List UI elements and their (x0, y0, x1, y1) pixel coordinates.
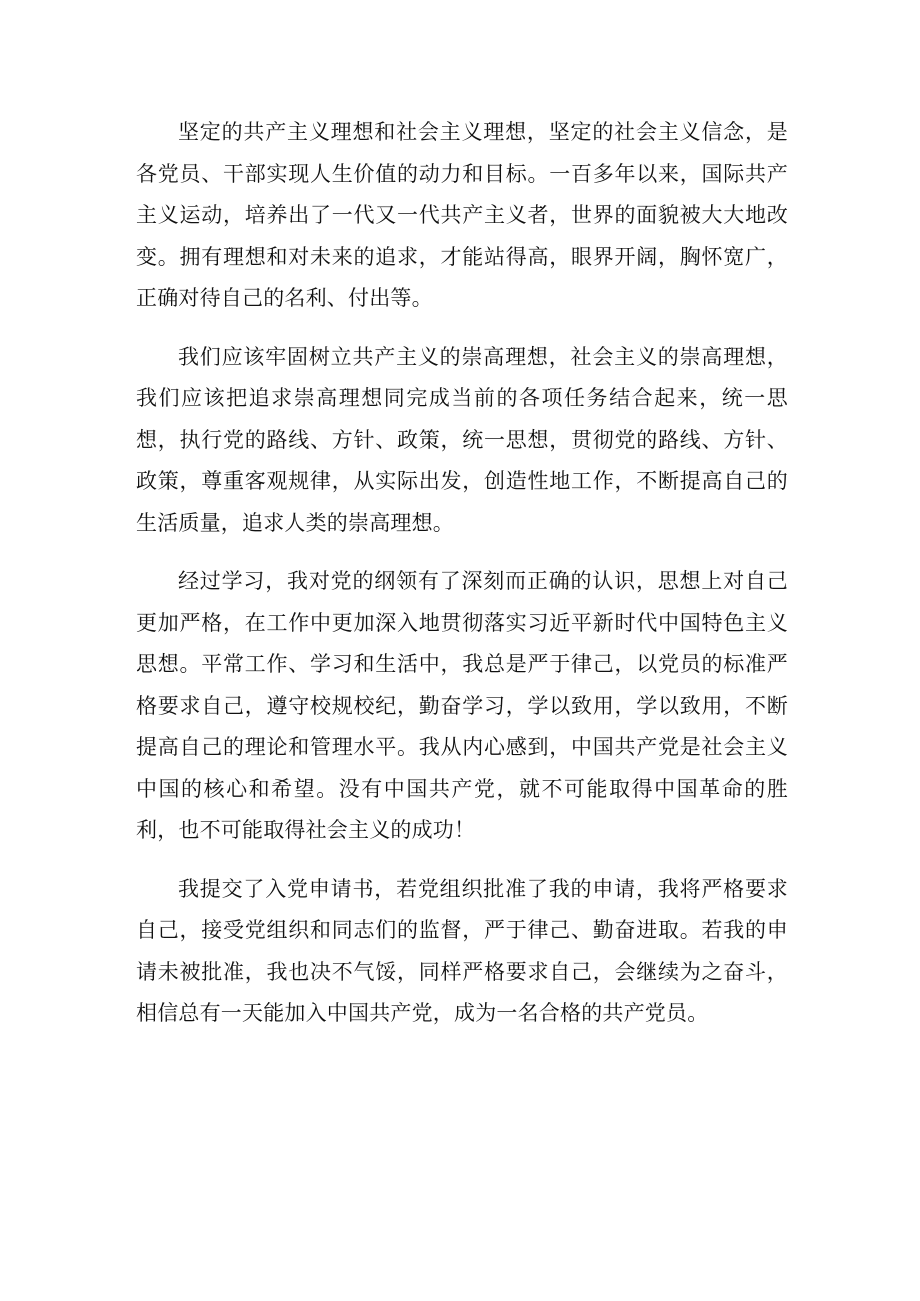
paragraph-3: 经过学习，我对党的纲领有了深刻而正确的认识，思想上对自己更加严格，在工作中更加深入地贯彻落实习近平新时代中国特色主义思想。平常工作、学习和生活中，我总是严于律己，以党员的标准严格要求自己，遵守校规校纪，勤奋学习，学以致用，学以致用，不断提高自己的理论和管理水平。我从内心感到，中国共产党是社会主义中国的核心和希望。没有中国共产党，就不可能取得中国革命的胜利，也不可能取得社会主义的成功！ (136, 569, 788, 842)
paragraph-1: 坚定的共产主义理想和社会主义理想，坚定的社会主义信念，是各党员、干部实现人生价值的动力和目标。一百多年以来，国际共产主义运动，培养出了一代又一代共产主义者，世界的面貌被大大地改变。拥有理想和对未来的追求，才能站得高，眼界开阔，胸怀宽广，正确对待自己的名利、付出等。 (136, 120, 788, 310)
paragraph-4: 我提交了入党申请书，若党组织批准了我的申请，我将严格要求自己，接受党组织和同志们的监督，严于律己、勤奋进取。若我的申请未被批准，我也决不气馁，同样严格要求自己，会继续为之奋斗，相信总有一天能加入中国共产党，成为一名合格的共产党员。 (136, 876, 788, 1025)
document-body (136, 112, 788, 1035)
paragraph-2: 我们应该牢固树立共产主义的崇高理想，社会主义的崇高理想，我们应该把追求崇高理想同完成当前的各项任务结合起来，统一思想，执行党的路线、方针、政策，统一思想，贯彻党的路线、方针、政策，尊重客观规律，从实际出发，创造性地工作，不断提高自己的生活质量，追求人类的崇高理想。 (136, 344, 788, 535)
